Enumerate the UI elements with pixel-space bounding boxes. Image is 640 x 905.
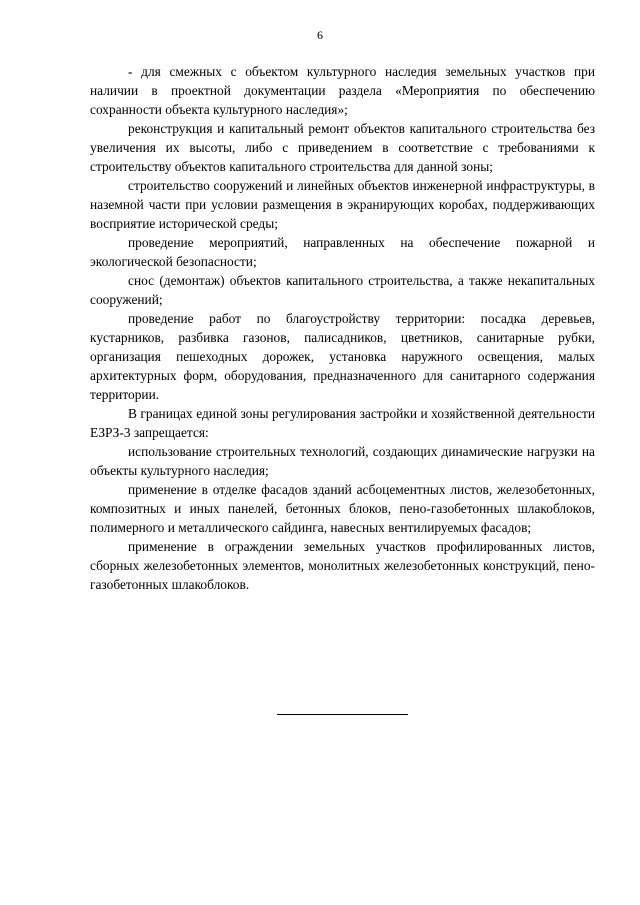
paragraph: - для смежных с объектом культурного наследия земельных участков при наличии в проектной документации раздела «Мероприятия по обеспечению сохранности объекта культурного наследия»; [90, 64, 595, 117]
paragraph: применение в отделке фасадов зданий асбоцементных листов, железобетонных, композитных и иных панелей, бетонных блоков, пено-газобетонных шлакоблоков, полимерного и металлического сайдинга, навесных вентилируемых фасадов; [90, 482, 595, 535]
paragraph: применение в ограждении земельных участков профилированных листов, сборных железобетонных элементов, монолитных железобетонных конструкций, пено- газобетонных шлакоблоков. [90, 539, 595, 592]
document-body [90, 62, 595, 594]
paragraph: использование строительных технологий, создающих динамические нагрузки на объекты культурного наследия; [90, 444, 595, 478]
paragraph: В границах единой зоны регулирования застройки и хозяйственной деятельности ЕЗРЗ-3 запрещается: [90, 406, 595, 440]
end-separator-line [277, 714, 408, 715]
paragraph: снос (демонтаж) объектов капитального строительства, а также некапитальных сооружений; [90, 273, 595, 307]
paragraph: строительство сооружений и линейных объектов инженерной инфраструктуры, в наземной части при условии размещения в экранирующих коробах, поддерживающих восприятие исторической среды; [90, 178, 595, 231]
page-number: 6 [317, 28, 323, 42]
paragraph: проведение мероприятий, направленных на обеспечение пожарной и экологической безопасности; [90, 235, 595, 269]
paragraph: проведение работ по благоустройству территории: посадка деревьев, кустарников, разбивка газонов, палисадников, цветников, санитарные рубки, организация пешеходных дорожек, установка наружного освещения, малых архитектурных форм, оборудования, предназначенного для санитарного содержания территории. [90, 311, 595, 402]
paragraph: реконструкция и капитальный ремонт объектов капитального строительства без увеличения их высоты, либо с приведением в соответствие с требованиями к строительству объектов капитального строительства для данной зоны; [90, 121, 595, 174]
